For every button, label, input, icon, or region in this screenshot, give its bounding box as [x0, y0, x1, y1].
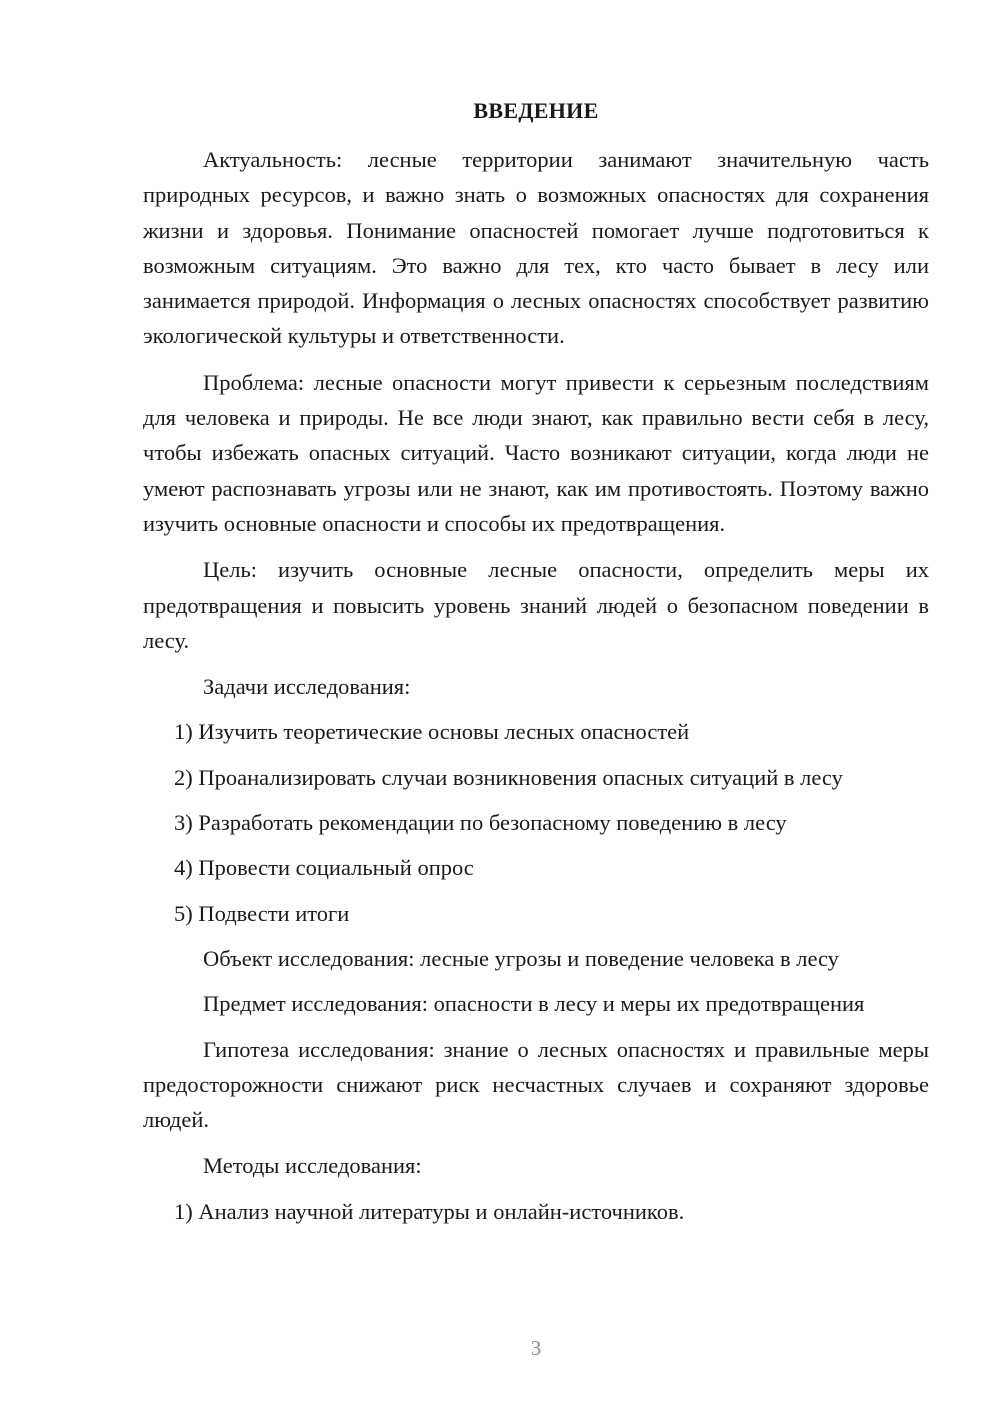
tasks-heading: Задачи исследования:	[203, 674, 411, 700]
problem-paragraph: Проблема: лесные опасности могут привести к серьезным последствиям для человека и природы. Не все люди знают, как правильно вести себя в лесу, чтобы избежать опасных ситуаций. Часто возникают ситуации, когда люди не умеют распознавать угрозы или не знают, как им противостоять. Поэтому важно изучить основные опасности и способы их предотвращения.	[143, 369, 929, 536]
subject-line: Предмет исследования: опасности в лесу и меры их предотвращения	[203, 991, 865, 1017]
hypothesis-paragraph: Гипотеза исследования: знание о лесных опасностях и правильные меры предосторожности снижают риск несчастных случаев и сохраняют здоровье людей.	[143, 1036, 929, 1133]
task-item: 3) Разработать рекомендации по безопасному поведению в лесу	[174, 810, 787, 836]
page-title: ВВЕДЕНИЕ	[473, 98, 599, 123]
task-item: 5) Подвести итоги	[174, 900, 350, 926]
task-item: 1) Изучить теоретические основы лесных опасностей	[174, 719, 690, 745]
goal-paragraph: Цель: изучить основные лесные опасности, определить меры их предотвращения и повысить уровень знаний людей о безопасном поведении в лесу.	[143, 557, 929, 653]
object-line: Объект исследования: лесные угрозы и поведение человека в лесу	[203, 945, 839, 971]
methods-heading: Методы исследования:	[203, 1153, 422, 1179]
page-number: 3	[530, 1336, 542, 1360]
relevance-paragraph: Актуальность: лесные территории занимают значительную часть природных ресурсов, и важно знать о возможных опасностях для сохранения жизни и здоровья. Понимание опасностей помогает лучше подготовиться к возможным ситуациям. Это важно для тех, кто часто бывает в лесу или занимается природой. Информация о лесных опасностях способствует развитию экологической культуры и ответственности.	[143, 147, 929, 349]
task-item: 2) Проанализировать случаи возникновения опасных ситуаций в лесу	[174, 764, 843, 790]
document-body	[143, 142, 929, 1239]
task-item: 4) Провести социальный опрос	[174, 855, 474, 881]
method-item: 1) Анализ научной литературы и онлайн-источников.	[174, 1198, 685, 1224]
